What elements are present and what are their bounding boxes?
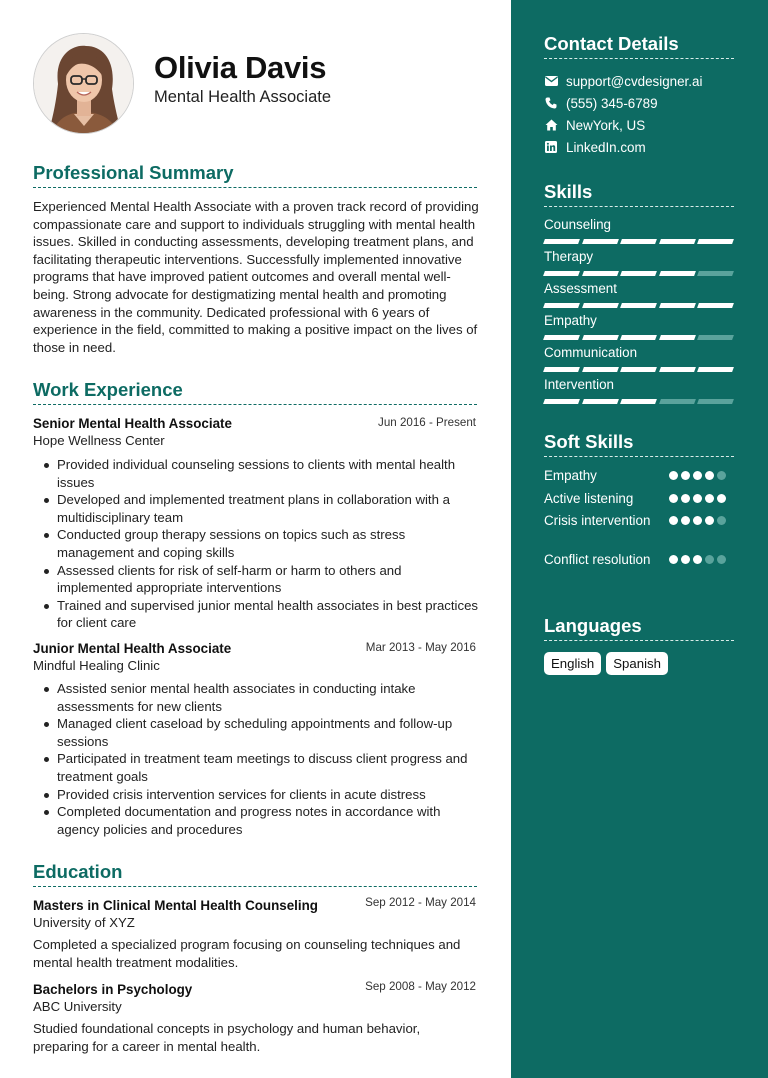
rating-dot-icon — [705, 555, 714, 564]
contact-phone[interactable] — [544, 94, 658, 112]
skill-level-segment — [659, 271, 695, 276]
skill-level-segment — [697, 335, 733, 340]
rating-dot-icon — [705, 471, 714, 480]
section-title-summary: Professional Summary — [33, 162, 234, 183]
job-date: Mar 2013 - May 2016 — [365, 641, 476, 654]
skill-level-segment — [582, 271, 618, 276]
skill-level-segment — [582, 335, 618, 340]
list-item — [33, 715, 479, 750]
contact-text: NewYork, US — [566, 117, 646, 133]
skill-level-segment — [659, 399, 695, 404]
bullet-icon — [44, 722, 49, 727]
soft-skill-name: Conflict resolution — [544, 552, 651, 567]
skill-level-segment — [543, 399, 579, 404]
contact-text: (555) 345-6789 — [566, 95, 658, 111]
soft-skill-rating — [669, 471, 726, 480]
linkedin-icon — [544, 140, 558, 154]
bullet-icon — [44, 687, 49, 692]
contact-text: support@cvdesigner.ai — [566, 73, 703, 89]
skill-level-segment — [697, 271, 733, 276]
bullet-icon — [44, 793, 49, 798]
skill-level-bar — [544, 367, 733, 372]
rating-dot-icon — [669, 516, 678, 525]
section-divider — [544, 640, 734, 641]
section-title-education: Education — [33, 861, 123, 882]
bullet-icon — [44, 498, 49, 503]
phone-icon — [544, 96, 558, 110]
rating-dot-icon — [681, 555, 690, 564]
job-title: Junior Mental Health Associate — [33, 641, 232, 656]
skill-level-segment — [582, 399, 618, 404]
skill-level-segment — [697, 399, 733, 404]
bullet-icon — [44, 604, 49, 609]
job-organization: Hope Wellness Center — [33, 433, 165, 448]
degree-date: Sep 2012 - May 2014 — [365, 896, 476, 909]
list-item — [33, 491, 479, 526]
rating-dot-icon — [693, 494, 702, 503]
bullet-text: Completed documentation and progress notes in accordance with agency policies and procedures — [57, 804, 441, 837]
skill-level-bar — [544, 239, 733, 244]
bullet-text: Managed client caseload by scheduling appointments and follow-up sessions — [57, 716, 453, 749]
rating-dot-icon — [681, 516, 690, 525]
rating-dot-icon — [717, 494, 726, 503]
skill-level-segment — [620, 303, 656, 308]
skill-name: Therapy — [544, 249, 594, 264]
skill-level-segment — [543, 367, 579, 372]
contact-location — [544, 116, 645, 134]
bullet-text: Assisted senior mental health associates in conducting intake assessments for new clients — [57, 681, 416, 714]
skill-name: Communication — [544, 345, 638, 360]
skill-level-segment — [543, 239, 579, 244]
rating-dot-icon — [705, 494, 714, 503]
summary-text: Experienced Mental Health Associate with a proven track record of providing compassionate care and support to individuals struggling with mental health issues. Skilled in conducting assessments, developing treatment plans, and facilitating therapeutic interventions. Successfully implemented innovative programs that have improved patient outcomes and overall mental well-being. Strong advocate for destigmatizing mental health and promoting awareness in the community. Dedicated professional with 6 years of experience in the field, committed to making a positive impact on the lives of those in need. — [33, 199, 479, 355]
section-divider — [33, 886, 477, 887]
candidate-role: Mental Health Associate — [154, 88, 332, 106]
section-title-languages: Languages — [544, 615, 642, 636]
skill-level-bar — [544, 399, 733, 404]
skill-level-segment — [620, 335, 656, 340]
section-divider — [544, 206, 734, 207]
soft-skill-name: Empathy — [544, 468, 597, 483]
section-divider — [544, 58, 734, 59]
rating-dot-icon — [693, 555, 702, 564]
soft-skill-rating — [669, 555, 726, 564]
contact-text: LinkedIn.com — [566, 139, 646, 155]
bullet-icon — [44, 463, 49, 468]
skill-level-segment — [582, 367, 618, 372]
bullet-text: Trained and supervised junior mental health associates in best practices for client care — [57, 597, 479, 631]
skill-level-segment — [620, 367, 656, 372]
job-bullets — [33, 680, 479, 838]
skill-level-segment — [543, 271, 579, 276]
school-name: University of XYZ — [33, 915, 135, 930]
school-name: ABC University — [33, 999, 122, 1014]
rating-dot-icon — [669, 471, 678, 480]
languages-list — [544, 652, 668, 675]
skill-level-bar — [544, 271, 733, 276]
skill-level-segment — [697, 367, 733, 372]
skill-level-segment — [659, 303, 695, 308]
section-title-skills: Skills — [544, 181, 593, 202]
soft-skill-name: Crisis intervention — [544, 513, 651, 528]
skill-level-bar — [544, 303, 733, 308]
degree-description: Completed a specialized program focusing on counseling techniques and mental health treatment modalities. — [33, 937, 461, 970]
skill-level-segment — [659, 335, 695, 340]
language-badge: Spanish — [606, 652, 668, 675]
rating-dot-icon — [669, 555, 678, 564]
rating-dot-icon — [705, 516, 714, 525]
list-item — [33, 562, 479, 597]
contact-linkedin[interactable] — [544, 138, 646, 156]
rating-dot-icon — [681, 471, 690, 480]
bullet-icon — [44, 533, 49, 538]
sidebar — [511, 0, 768, 1078]
section-divider — [544, 456, 734, 457]
job-organization: Mindful Healing Clinic — [33, 658, 160, 673]
list-item — [33, 803, 479, 838]
language-badge: English — [544, 652, 601, 675]
skill-level-bar — [544, 335, 733, 340]
degree-date: Sep 2008 - May 2012 — [365, 980, 476, 993]
job-bullets — [33, 456, 479, 632]
rating-dot-icon — [693, 471, 702, 480]
skill-level-segment — [659, 367, 695, 372]
skill-level-segment — [543, 335, 579, 340]
candidate-name: Olivia Davis — [154, 50, 327, 85]
skill-level-segment — [697, 303, 733, 308]
portrait-image — [34, 34, 134, 134]
section-title-soft-skills: Soft Skills — [544, 431, 634, 452]
rating-dot-icon — [693, 516, 702, 525]
list-item — [33, 597, 479, 632]
skill-name: Counseling — [544, 217, 611, 232]
job-date: Jun 2016 - Present — [378, 416, 476, 429]
list-item — [33, 680, 479, 715]
degree-description: Studied foundational concepts in psychology and human behavior, preparing for a career in mental health. — [33, 1021, 421, 1054]
bullet-text: Developed and implemented treatment plans in collaboration with a multidisciplinary team — [57, 492, 450, 525]
rating-dot-icon — [669, 494, 678, 503]
skill-level-segment — [582, 239, 618, 244]
skill-name: Empathy — [544, 313, 597, 328]
contact-email[interactable] — [544, 72, 702, 90]
degree-title: Masters in Clinical Mental Health Counseling — [33, 898, 318, 913]
soft-skill-rating — [669, 516, 726, 525]
list-item — [33, 456, 479, 491]
skill-level-segment — [620, 271, 656, 276]
home-icon — [544, 118, 558, 132]
skill-level-segment — [697, 239, 733, 244]
bullet-text: Participated in treatment team meetings to discuss client progress and treatment goals — [57, 751, 468, 784]
skill-level-segment — [659, 239, 695, 244]
skill-level-segment — [543, 303, 579, 308]
skill-level-segment — [620, 399, 656, 404]
bullet-text: Conducted group therapy sessions on topics such as stress management and coping skills — [57, 527, 406, 560]
bullet-icon — [44, 569, 49, 574]
list-item — [33, 786, 479, 804]
bullet-icon — [44, 757, 49, 762]
skill-level-segment — [620, 239, 656, 244]
rating-dot-icon — [681, 494, 690, 503]
rating-dot-icon — [717, 555, 726, 564]
avatar — [33, 33, 134, 134]
rating-dot-icon — [717, 471, 726, 480]
list-item — [33, 750, 479, 785]
soft-skill-name: Active listening — [544, 491, 634, 506]
degree-title: Bachelors in Psychology — [33, 982, 193, 997]
section-title-contact: Contact Details — [544, 33, 679, 54]
section-title-work: Work Experience — [33, 379, 183, 400]
list-item — [33, 526, 479, 561]
bullet-text: Provided individual counseling sessions to clients with mental health issues — [57, 457, 456, 490]
skill-name: Assessment — [544, 281, 617, 296]
soft-skill-rating — [669, 494, 726, 503]
section-divider — [33, 404, 477, 405]
bullet-text: Provided crisis intervention services for clients in acute distress — [57, 786, 426, 802]
rating-dot-icon — [717, 516, 726, 525]
bullet-text: Assessed clients for risk of self-harm or harm to others and implemented appropriate interventions — [57, 562, 402, 596]
skill-level-segment — [582, 303, 618, 308]
skill-name: Intervention — [544, 377, 614, 392]
bullet-icon — [44, 810, 49, 815]
section-divider — [33, 187, 477, 188]
envelope-icon — [544, 74, 558, 88]
job-title: Senior Mental Health Associate — [33, 416, 232, 431]
